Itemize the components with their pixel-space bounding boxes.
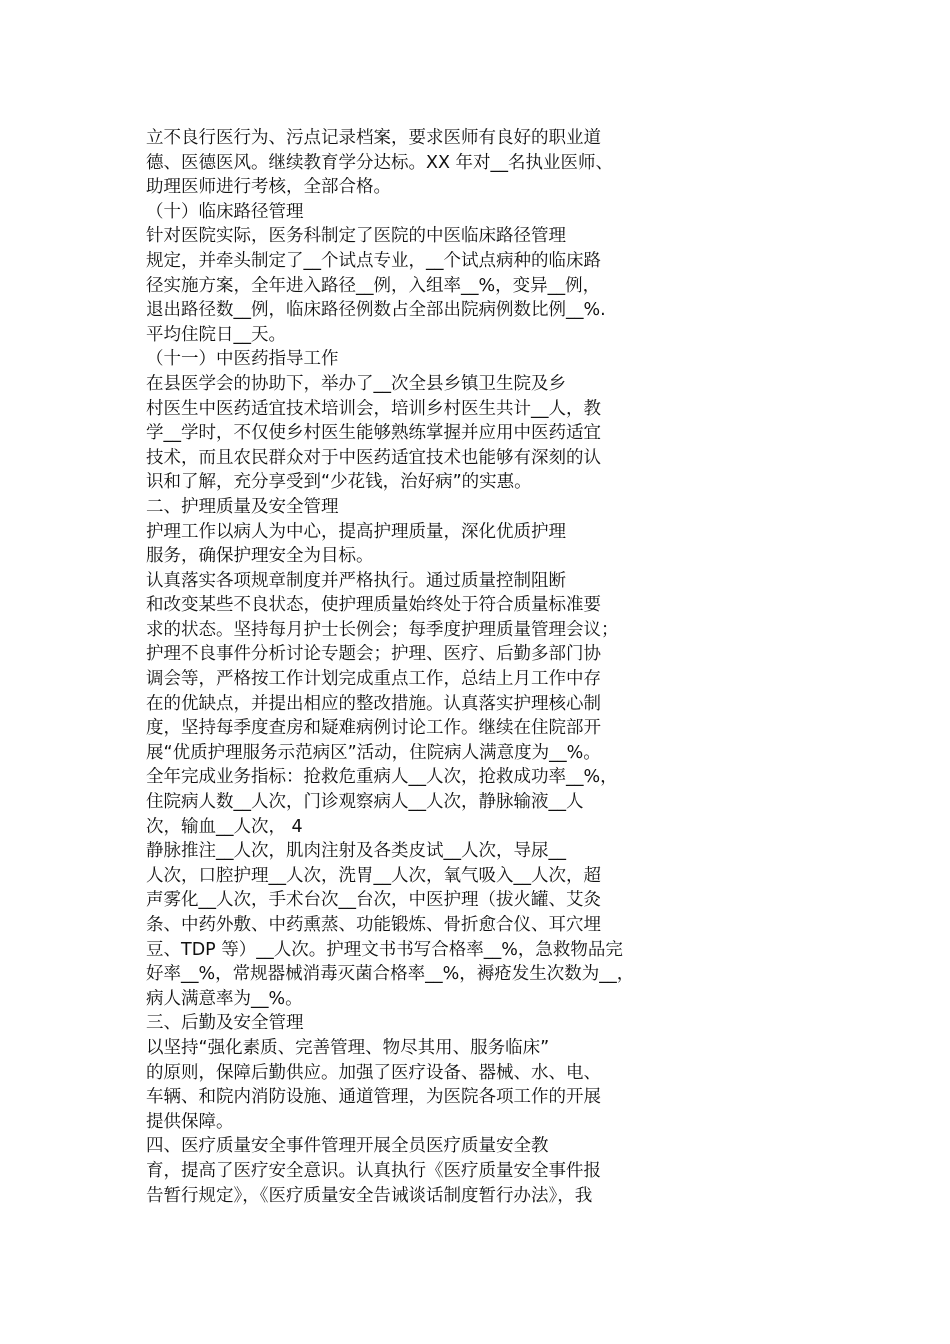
text-line: 和改变某些不良状态，使护理质量始终处于符合质量标准要	[146, 595, 601, 616]
text-line: 的原则，保障后勤供应。加强了医疗设备、器械、水、电、	[146, 1062, 601, 1083]
text-line: 护理不良事件分析讨论专题会；护理、医疗、后勤多部门协	[146, 644, 601, 665]
text-line: 豆、TDP 等）__人次。护理文书书写合格率__%，急救物品完	[146, 939, 623, 960]
text-line: 求的状态。坚持每月护士长例会；每季度护理质量管理会议；	[146, 619, 619, 640]
text-line: 技术，而且农民群众对于中医药适宜技术也能够有深刻的认	[146, 447, 601, 468]
text-line: 助理医师进行考核，全部合格。	[146, 177, 391, 198]
text-line: （十一）中医药指导工作	[146, 349, 339, 370]
text-line: 展“优质护理服务示范病区”活动，住院病人满意度为__%。	[146, 742, 601, 763]
text-line: 调会等，严格按工作计划完成重点工作，总结上月工作中存	[146, 669, 601, 690]
text-line: 学__学时，不仅使乡村医生能够熟练掌握并应用中医药适宜	[146, 423, 601, 444]
text-line: 退出路径数__例，临床路径例数占全部出院病例数比例__%.	[146, 300, 606, 321]
text-line: 告暂行规定》，《医疗质量安全告诫谈话制度暂行办法》，我	[146, 1185, 593, 1206]
document-body-text	[146, 126, 676, 1208]
text-line: 径实施方案，全年进入路径__例，入组率__%，变异__例，	[146, 275, 601, 296]
text-line: 四、医疗质量安全事件管理开展全员医疗质量安全教	[146, 1136, 549, 1157]
text-line: 住院病人数__人次，门诊观察病人__人次，静脉输液__人	[146, 792, 584, 813]
text-line: 以坚持“强化素质、完善管理、物尽其用、服务临床”	[146, 1037, 550, 1058]
text-line: 度，坚持每季度查房和疑难病例讨论工作。继续在住院部开	[146, 718, 601, 739]
text-line: 德、医德医风。继续教育学分达标。XX 年对__名执业医师、	[146, 152, 614, 173]
text-line: 立不良行医行为、污点记录档案，要求医师有良好的职业道	[146, 128, 601, 148]
text-line: 村医生中医药适宜技术培训会，培训乡村医生共计__人，教	[146, 398, 601, 419]
text-line: 条、中药外敷、中药熏蒸、功能锻炼、骨折愈合仪、耳穴埋	[146, 915, 601, 935]
text-line: 识和了解，充分享受到“少花钱，治好病”的实惠。	[146, 472, 532, 493]
text-line: 提供保障。	[146, 1111, 234, 1132]
text-line: 声雾化__人次，手术台次__台次，中医护理（拔火罐、艾灸	[146, 890, 601, 911]
text-line: 规定，并牵头制定了__个试点专业，__个试点病种的临床路	[146, 250, 601, 271]
text-line: 在的优缺点，并提出相应的整改措施。认真落实护理核心制	[146, 693, 601, 714]
text-line: 人次，口腔护理__人次，洗胃__人次，氧气吸入__人次，超	[146, 865, 601, 886]
text-line: 服务，确保护理安全为目标。	[146, 546, 374, 567]
text-line: 在县医学会的协助下，举办了__次全县乡镇卫生院及乡	[146, 373, 566, 394]
text-line: 针对医院实际，医务科制定了医院的中医临床路径管理	[146, 226, 566, 247]
text-line: 二、护理质量及安全管理	[146, 496, 339, 517]
text-line: 次，输血__人次， 4	[146, 816, 303, 837]
text-line: 静脉推注__人次，肌肉注射及各类皮试__人次，导尿__	[146, 841, 566, 862]
text-line: 三、后勤及安全管理	[146, 1013, 304, 1034]
text-line: 认真落实各项规章制度并严格执行。通过质量控制阻断	[146, 570, 566, 591]
text-line: 平均住院日__天。	[146, 324, 286, 345]
text-line: 全年完成业务指标：抢救危重病人__人次，抢救成功率__%，	[146, 767, 618, 788]
text-line: 育，提高了医疗安全意识。认真执行《医疗质量安全事件报	[146, 1160, 601, 1181]
text-line: （十）临床路径管理	[146, 201, 304, 222]
text-line: 护理工作以病人为中心，提高护理质量，深化优质护理	[146, 521, 566, 542]
text-line: 病人满意率为__%。	[146, 988, 303, 1009]
text-line: 好率__%，常规器械消毒灭菌合格率__%，褥疮发生次数为__，	[146, 964, 635, 985]
text-line: 车辆、和院内消防设施、通道管理，为医院各项工作的开展	[146, 1087, 601, 1108]
